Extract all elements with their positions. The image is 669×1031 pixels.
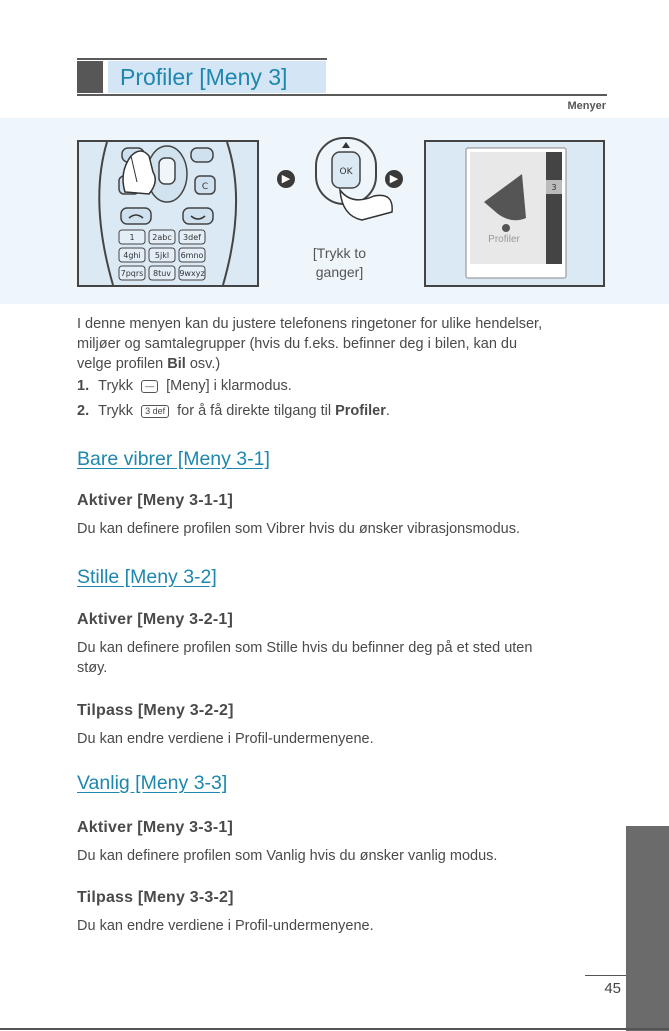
svg-text:OK: OK bbox=[339, 167, 353, 177]
key-6: 6mno bbox=[180, 251, 204, 260]
section-heading-vibrate: Bare vibrer [Meny 3-1] bbox=[77, 448, 270, 470]
subheading-normal-customize: Tilpass [Meny 3-3-2] bbox=[77, 889, 234, 906]
press-twice-caption bbox=[282, 244, 397, 282]
step-2-post: for å få direkte tilgang til bbox=[177, 403, 336, 419]
keypad-illustration bbox=[77, 140, 259, 287]
text-silent-activate-1: Du kan definere profilen som Stille hvis du befinner deg på et sted uten bbox=[77, 640, 533, 656]
step-2 bbox=[77, 401, 390, 421]
header-rule-top bbox=[77, 58, 327, 60]
section-heading-silent: Stille [Meny 3-2] bbox=[77, 566, 217, 588]
header-rule-bottom bbox=[77, 94, 607, 96]
intro-line-3-pre: velge profilen bbox=[77, 356, 168, 372]
key-7: 7pqrs bbox=[120, 269, 144, 278]
page-bottom-rule bbox=[0, 1028, 669, 1030]
arrow-right-icon-2: ▶ bbox=[385, 170, 403, 188]
key-1: 1 bbox=[129, 233, 135, 242]
nav-key-press-icon bbox=[302, 136, 398, 222]
key-3: 3def bbox=[183, 233, 201, 242]
text-normal-activate: Du kan definere profilen som Vanlig hvis du ønsker vanlig modus. bbox=[77, 848, 498, 864]
menu-screen-illustration bbox=[424, 140, 605, 287]
arrow-right-icon: ▶ bbox=[277, 170, 295, 188]
step-2-pre: Trykk bbox=[98, 403, 134, 419]
key-9: 9wxyz bbox=[179, 269, 205, 278]
step-1 bbox=[77, 376, 292, 396]
page-title: Profiler [Meny 3] bbox=[120, 64, 288, 90]
step-2-number: 2. bbox=[77, 403, 90, 419]
profiles-screen-icon bbox=[426, 142, 603, 285]
header-marker bbox=[77, 61, 103, 93]
intro-line-2: miljøer og samtalegrupper (hvis du f.eks. befinner deg i bilen, kan du bbox=[77, 336, 518, 352]
text-normal-customize: Du kan endre verdiene i Profil-undermenyene. bbox=[77, 918, 374, 934]
subheading-vibrate-activate: Aktiver [Meny 3-1-1] bbox=[77, 492, 234, 509]
step-1-number: 1. bbox=[77, 378, 90, 394]
intro-line-3 bbox=[77, 354, 220, 374]
text-silent-customize: Du kan endre verdiene i Profil-undermenyene. bbox=[77, 731, 374, 747]
press-caption-line-2: ganger] bbox=[315, 264, 364, 280]
section-label: Menyer bbox=[567, 100, 606, 112]
screen-menu-number: 3 bbox=[551, 183, 557, 192]
subheading-silent-activate: Aktiver [Meny 3-2-1] bbox=[77, 611, 234, 628]
key-4: 4ghi bbox=[123, 251, 141, 260]
page-number-rule bbox=[585, 975, 626, 976]
key-8: 8tuv bbox=[152, 269, 172, 278]
intro-bold-car: Bil bbox=[167, 356, 186, 372]
text-silent-activate-2: støy. bbox=[77, 660, 108, 676]
subheading-silent-customize: Tilpass [Meny 3-2-2] bbox=[77, 702, 234, 719]
svg-text:C: C bbox=[201, 182, 209, 192]
key-5: 5jkl bbox=[154, 251, 170, 260]
menu-softkey-icon: — bbox=[141, 380, 158, 393]
key-2: 2abc bbox=[152, 233, 172, 242]
key-3-icon: 3 def bbox=[141, 405, 169, 418]
step-1-pre: Trykk bbox=[98, 378, 134, 394]
section-heading-normal: Vanlig [Meny 3-3] bbox=[77, 772, 228, 794]
subheading-normal-activate: Aktiver [Meny 3-3-1] bbox=[77, 819, 234, 836]
phone-keypad-icon bbox=[79, 142, 257, 285]
step-2-bold: Profiler bbox=[335, 403, 386, 419]
step-1-post: [Meny] i klarmodus. bbox=[166, 378, 292, 394]
intro-line-3-post: osv.) bbox=[185, 356, 221, 372]
screen-profiles-label: Profiler bbox=[488, 234, 520, 245]
step-2-end: . bbox=[385, 403, 390, 419]
chapter-edge-tab bbox=[626, 826, 669, 1031]
press-caption-line-1: [Trykk to bbox=[312, 245, 367, 261]
intro-line-1: I denne menyen kan du justere telefonens ringetoner for ulike hendelser, bbox=[77, 316, 543, 332]
page-number: 45 bbox=[604, 980, 621, 997]
text-vibrate-activate: Du kan definere profilen som Vibrer hvis du ønsker vibrasjonsmodus. bbox=[77, 521, 520, 537]
